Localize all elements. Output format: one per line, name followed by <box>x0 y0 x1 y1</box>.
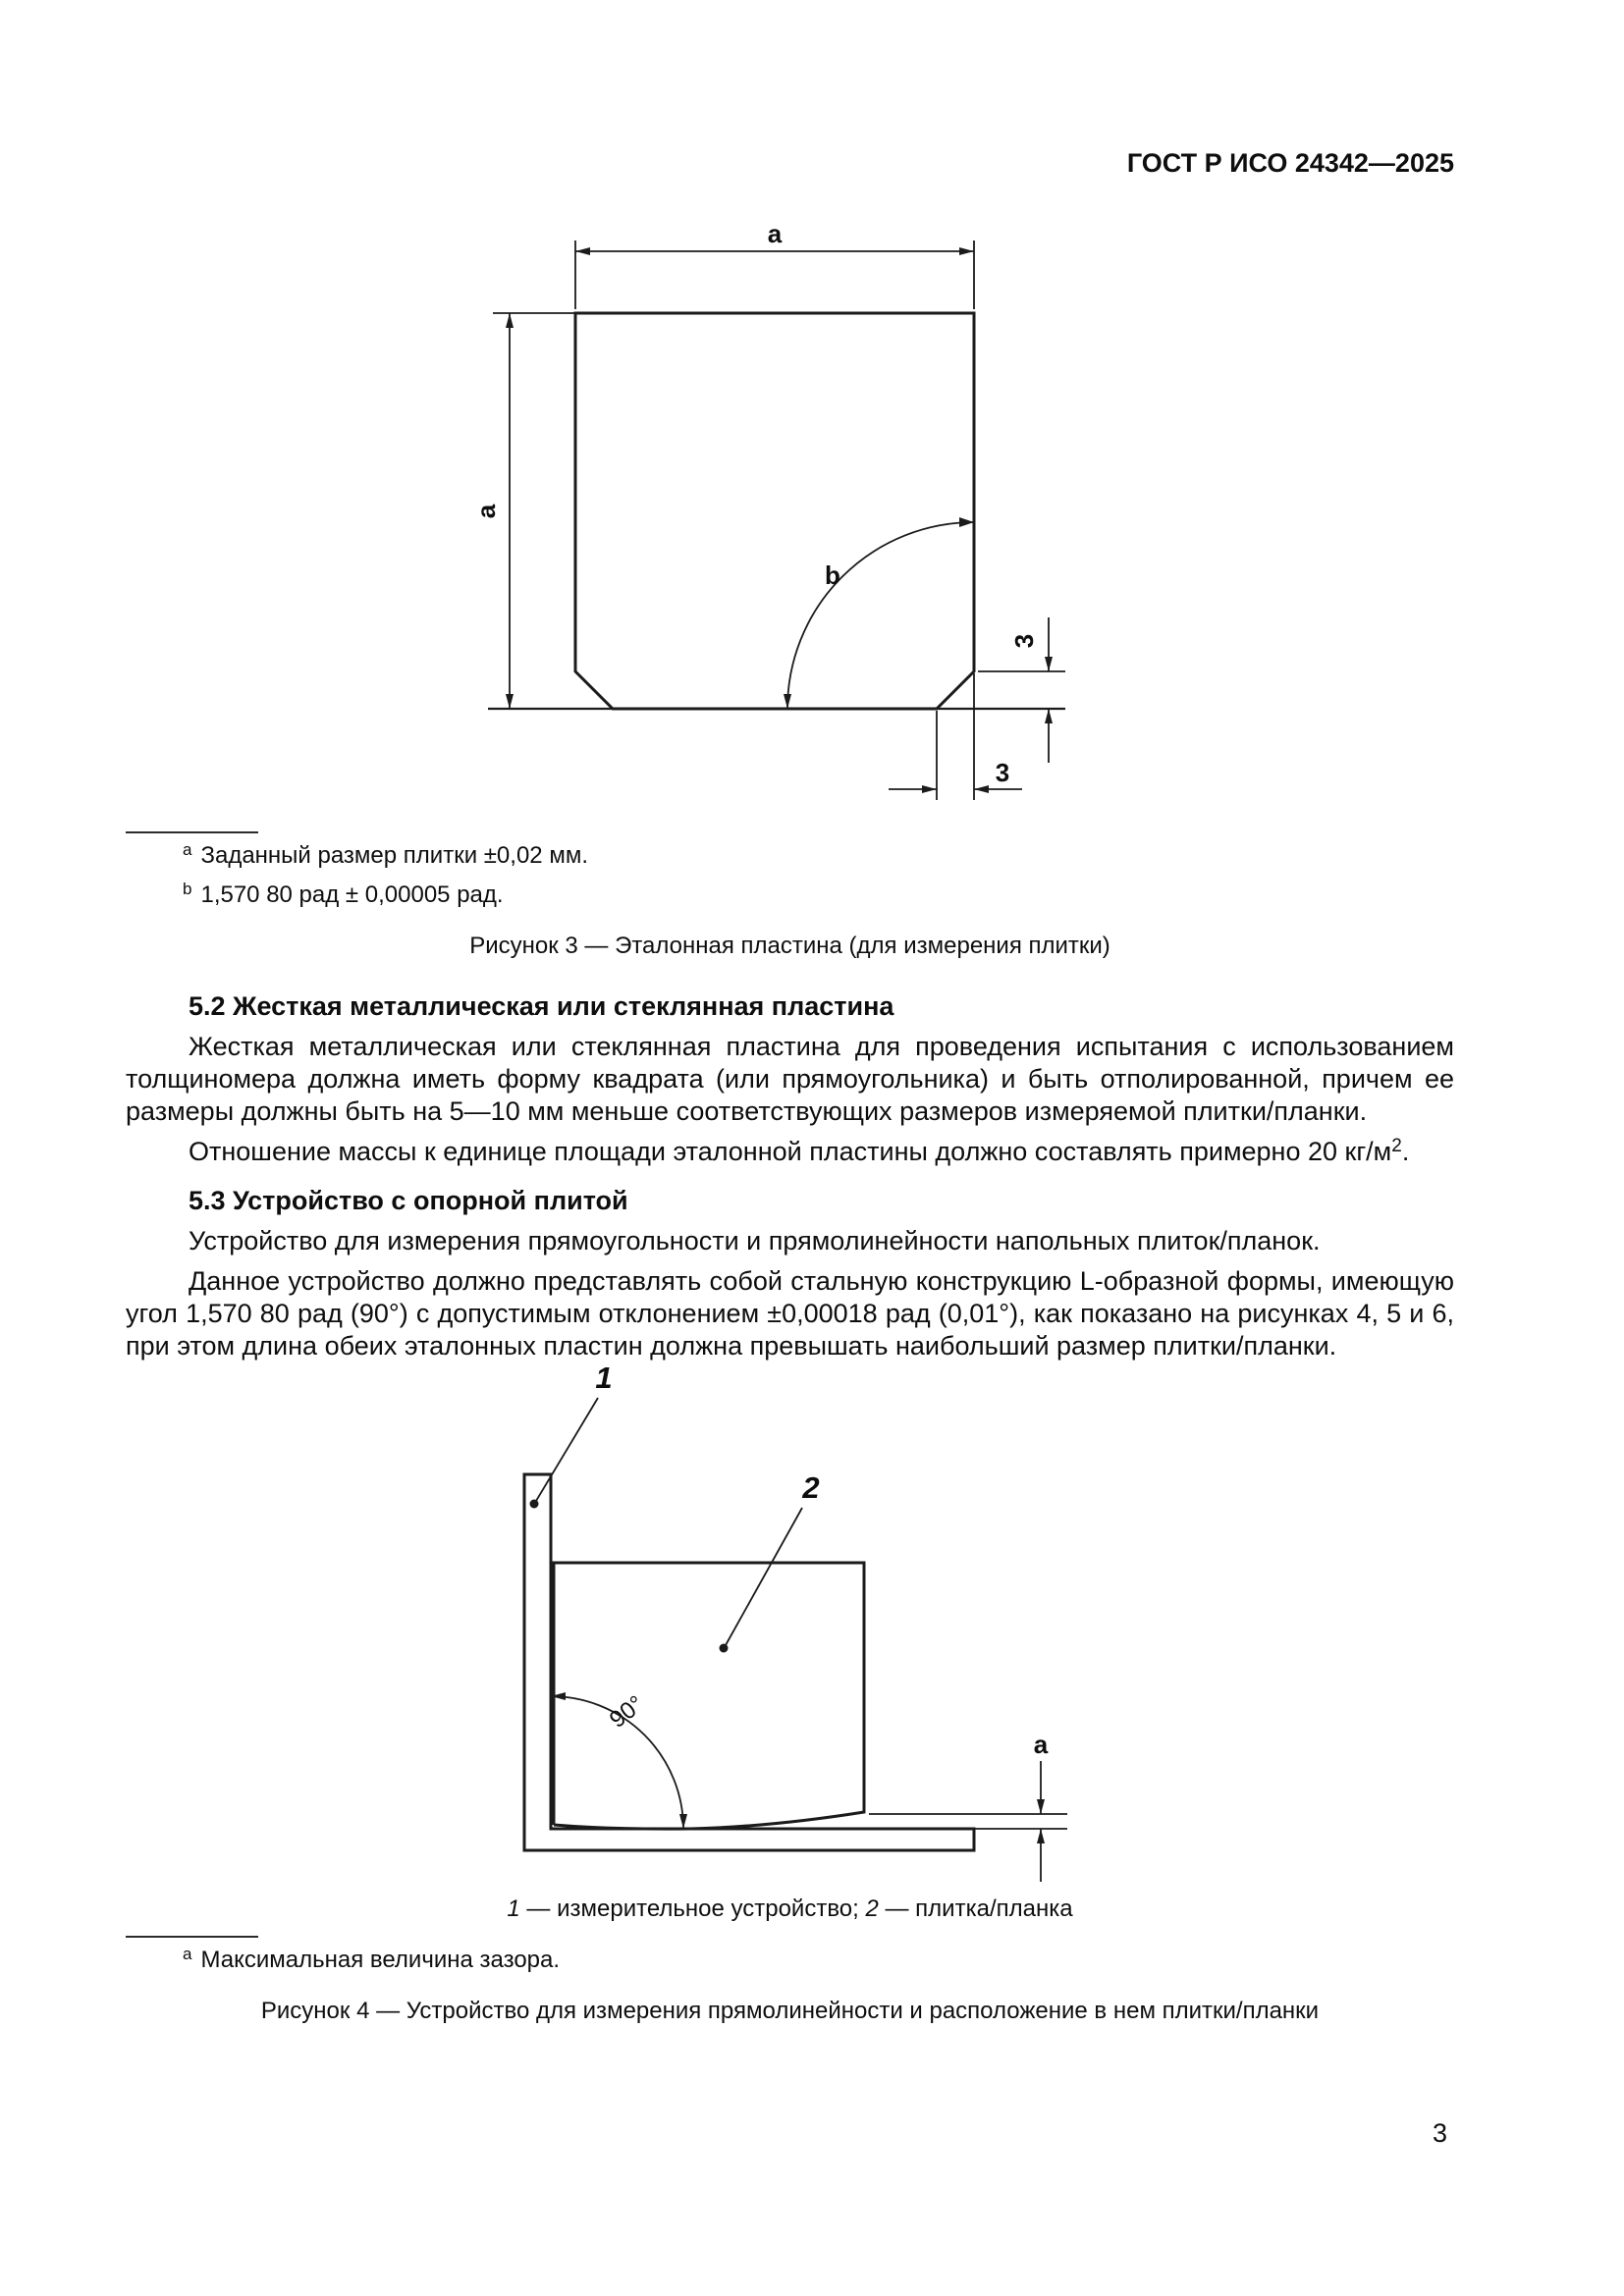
arrowhead <box>1037 1829 1045 1843</box>
angle-arc-b <box>787 522 974 709</box>
dim-label-b: b <box>825 561 840 590</box>
arrowhead <box>922 785 937 793</box>
leader-dot-2 <box>720 1644 729 1653</box>
footnote-marker: b <box>183 880 192 898</box>
footnote-text: 1,570 80 рад ± 0,00005 рад. <box>200 881 504 908</box>
arrowhead <box>1045 709 1053 723</box>
plate-outline <box>575 313 974 709</box>
figure3-caption: Рисунок 3 — Эталонная пластина (для измерения плитки) <box>469 933 1110 959</box>
figure4-caption: Рисунок 4 — Устройство для измерения прямолинейности и расположение в нем плитки/планки <box>260 1998 1320 2024</box>
section-5-3-paragraph-2: Данное устройство должно представлять собой стальную конструкцию L-образной формы, имеющую угол 1,570 80 рад (90°) с допустимым отклонением ±0,00018 рад (0,01°), как показано на рисунках 4, 5 и 6, при этом длина обеих эталонных пластин должна превышать наибольший размер плитки/планки. <box>126 1266 1454 1361</box>
arrowhead <box>506 313 514 328</box>
dim-label-3-vert: 3 <box>1009 633 1039 649</box>
figure4-svg <box>486 1353 1114 1893</box>
gap-dim-label-a: a <box>1033 1730 1049 1759</box>
figure4-drawing <box>486 1353 1114 1893</box>
arrowhead <box>959 247 974 255</box>
section-5-3-heading: 5.3 Устройство с опорной плитой <box>189 1186 628 1215</box>
figure4-legend <box>126 1895 1454 1924</box>
callout-1-label: 1 <box>595 1361 613 1395</box>
footnote-marker: a <box>183 840 192 859</box>
leader-line-1 <box>536 1398 598 1501</box>
figure3-svg <box>452 221 1100 810</box>
arrowhead <box>506 694 514 709</box>
figure3-footnote-b <box>183 881 1454 912</box>
legend-text-2: — плитка/планка <box>878 1896 1073 1922</box>
dim-label-a-left: a <box>471 504 501 519</box>
figure3-drawing <box>452 221 1100 810</box>
footnote-divider <box>126 1936 258 1938</box>
arrowhead <box>1045 657 1053 671</box>
doc-code-header: ГОСТ Р ИСО 24342—2025 <box>1126 148 1454 178</box>
leader-line-2 <box>726 1508 802 1645</box>
dim-label-a-top: a <box>767 221 783 248</box>
leader-dot-1 <box>530 1500 539 1509</box>
footnote-text: Максимальная величина зазора. <box>200 1947 561 1973</box>
footnote-marker: a <box>183 1945 192 1963</box>
arrowhead <box>1037 1799 1045 1814</box>
tile-outline <box>554 1563 864 1829</box>
page-number: 3 <box>1432 2118 1447 2148</box>
device-outline <box>524 1474 974 1850</box>
arrowhead <box>974 785 989 793</box>
section-5-2-heading: 5.2 Жесткая металлическая или стеклянная пластина <box>189 991 894 1021</box>
callout-2-label: 2 <box>802 1470 820 1505</box>
section-5-3-paragraph-1: Устройство для измерения прямоугольности и прямолинейности напольных плиток/планок. <box>189 1226 1321 1255</box>
paragraph-text: Отношение массы к единице площади эталонной пластины должно составлять примерно 20 кг/м <box>189 1137 1392 1166</box>
arrowhead <box>784 694 791 709</box>
legend-num-1: 1 <box>507 1896 520 1922</box>
footnote-text: Заданный размер плитки ±0,02 мм. <box>200 842 588 869</box>
arrowhead <box>959 517 974 527</box>
figure4-footnote-a <box>183 1946 1454 1977</box>
angle-90-label: 90° <box>604 1690 649 1734</box>
superscript: 2 <box>1391 1136 1402 1156</box>
arrowhead <box>679 1814 687 1829</box>
legend-num-2: 2 <box>865 1896 879 1922</box>
arrowhead <box>575 247 590 255</box>
section-5-2-paragraph-1: Жесткая металлическая или стеклянная пластина для проведения испытания с использованием толщиномера должна иметь форму квадрата (или прямоугольника) и быть отполированной, причем ее размеры должны быть на 5—10 мм меньше соответствующих размеров измеряемой плитки/планки. <box>126 1032 1454 1126</box>
dim-label-3-horiz: 3 <box>995 758 1010 787</box>
footnote-divider <box>126 831 258 833</box>
section-5-2-paragraph-2 <box>126 1136 1454 1171</box>
legend-text-1: — измерительное устройство; <box>519 1896 866 1922</box>
paragraph-text: . <box>1401 1137 1410 1166</box>
figure3-footnote-a <box>183 841 1454 873</box>
